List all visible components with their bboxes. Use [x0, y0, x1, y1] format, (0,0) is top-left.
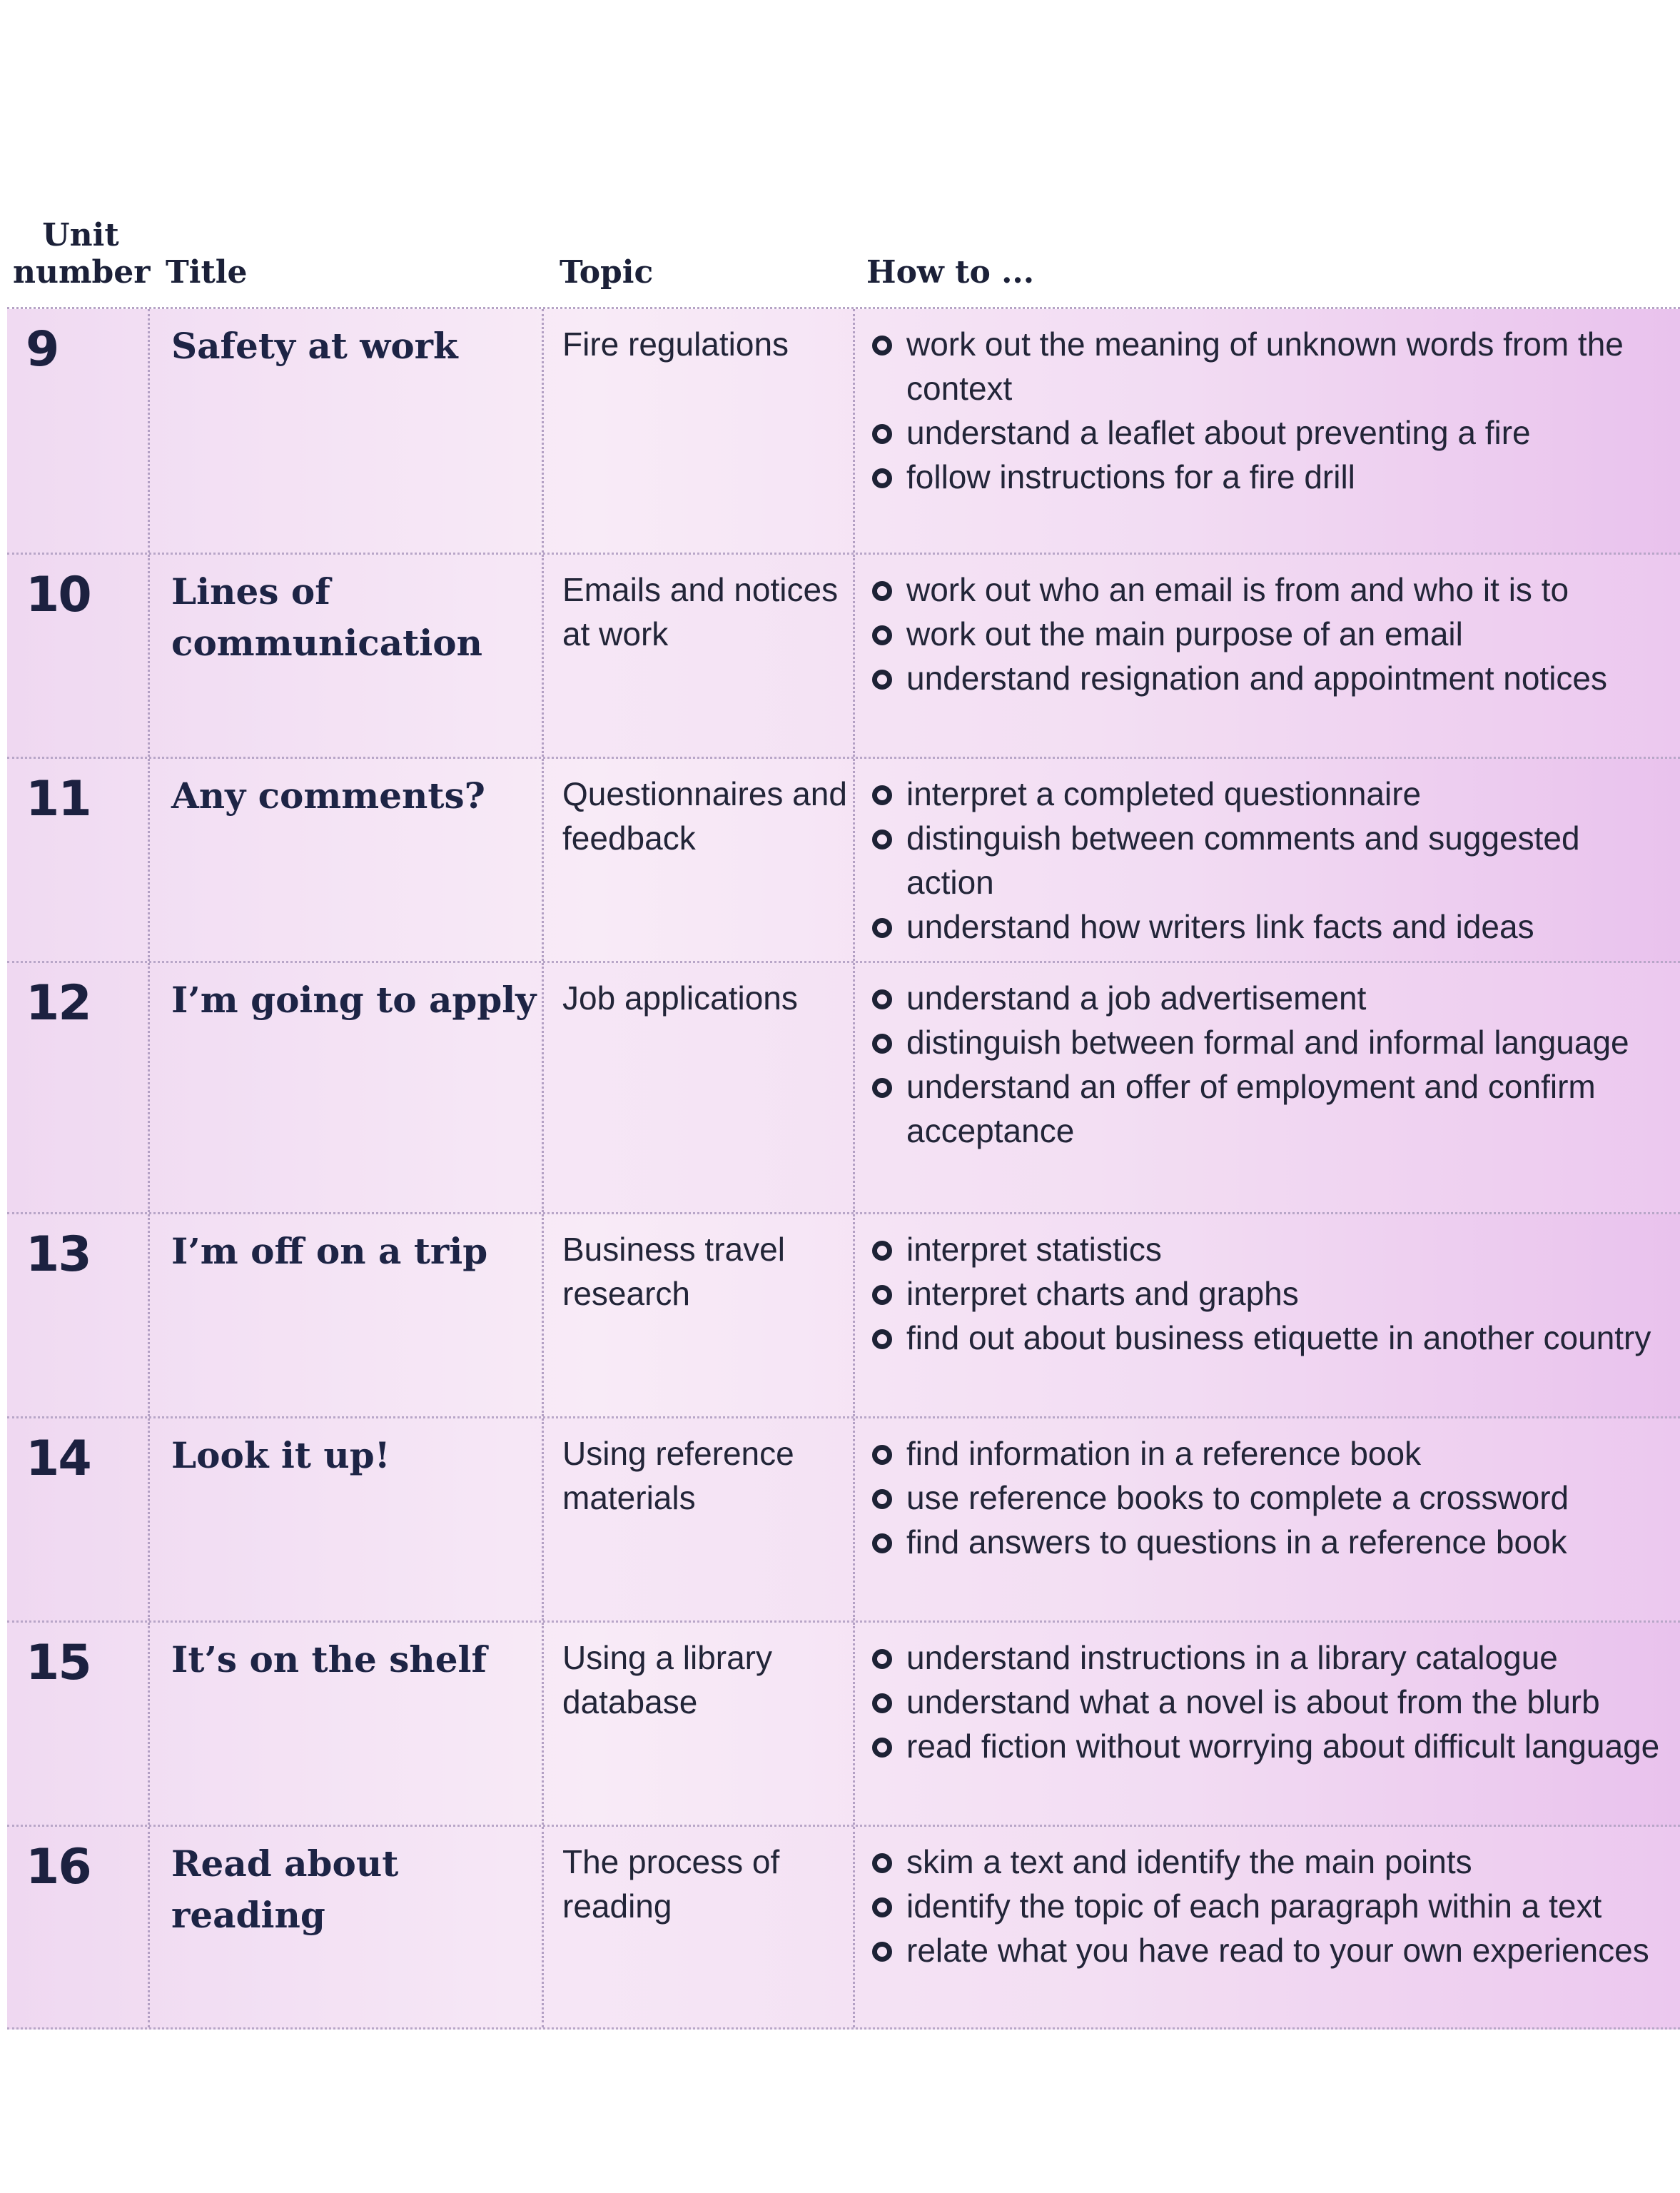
unit-topic: Fire regulations	[562, 326, 789, 363]
howto-text: use reference books to complete a crossword	[906, 1479, 1569, 1516]
list-item	[869, 568, 1673, 612]
howto-text: distinguish between comments and suggested action	[906, 820, 1580, 901]
list-item	[869, 816, 1673, 904]
unit-title-cell	[150, 1827, 544, 2027]
unit-topic: Using reference materials	[562, 1435, 794, 1516]
bullet-icon	[872, 670, 892, 690]
bullet-icon	[872, 1649, 892, 1669]
unit-topic: Questionnaires and feedback	[562, 775, 847, 857]
howto-text: interpret a completed questionnaire	[906, 775, 1422, 812]
bullet-icon	[872, 1693, 892, 1713]
list-item	[869, 1431, 1673, 1476]
bullet-icon	[872, 1897, 892, 1917]
unit-howto-cell	[855, 1623, 1680, 1825]
list-item	[869, 1884, 1673, 1928]
unit-howto-cell	[855, 555, 1680, 757]
bullet-icon	[872, 785, 892, 805]
howto-list	[869, 1635, 1673, 1768]
unit-number: 13	[26, 1226, 91, 1283]
header-topic: Topic	[560, 254, 654, 291]
unit-howto-cell	[855, 759, 1680, 961]
unit-topic-cell	[544, 1827, 855, 2027]
unit-howto-cell	[855, 963, 1680, 1212]
unit-number-cell	[7, 1623, 150, 1825]
unit-topic-cell	[544, 1214, 855, 1416]
list-item	[869, 1928, 1673, 1972]
unit-title-cell	[150, 759, 544, 961]
unit-number-cell	[7, 1827, 150, 2027]
bullet-icon	[872, 1489, 892, 1509]
howto-text: understand what a novel is about from the blurb	[906, 1683, 1600, 1720]
bullet-icon	[872, 424, 892, 444]
list-item	[869, 1840, 1673, 1884]
howto-list	[869, 568, 1673, 700]
unit-title-cell	[150, 1418, 544, 1620]
unit-topic-cell	[544, 555, 855, 757]
howto-text: interpret charts and graphs	[906, 1275, 1299, 1312]
unit-number-cell	[7, 555, 150, 757]
unit-howto-cell	[855, 309, 1680, 553]
howto-text: relate what you have read to your own experiences	[906, 1932, 1649, 1969]
unit-howto-cell	[855, 1418, 1680, 1620]
unit-title: Safety at work	[171, 325, 458, 367]
howto-text: understand a job advertisement	[906, 979, 1367, 1017]
table-row	[7, 1827, 1680, 2030]
howto-text: understand a leaflet about preventing a fire	[906, 414, 1531, 451]
bullet-icon	[872, 830, 892, 850]
table-row	[7, 1418, 1680, 1623]
unit-topic-cell	[544, 963, 855, 1212]
list-item	[869, 1520, 1673, 1564]
unit-topic: Job applications	[562, 979, 798, 1017]
bullet-icon	[872, 1329, 892, 1349]
header-unit-number	[13, 217, 151, 291]
unit-number: 16	[26, 1839, 91, 1895]
bullet-icon	[872, 1034, 892, 1054]
unit-topic-cell	[544, 759, 855, 961]
howto-list	[869, 1840, 1673, 1972]
bullet-icon	[872, 989, 892, 1009]
howto-text: understand instructions in a library catalogue	[906, 1639, 1558, 1676]
table-header	[0, 214, 1680, 307]
howto-text: interpret statistics	[906, 1231, 1162, 1268]
howto-text: work out who an email is from and who it is to	[906, 571, 1569, 608]
unit-topic: The process of reading	[562, 1843, 780, 1925]
table-row	[7, 759, 1680, 963]
list-item	[869, 1316, 1673, 1360]
list-item	[869, 772, 1673, 816]
howto-text: find information in a reference book	[906, 1435, 1422, 1472]
list-item	[869, 904, 1673, 949]
list-item	[869, 455, 1673, 499]
unit-topic: Business travel research	[562, 1231, 785, 1312]
table-row	[7, 963, 1680, 1214]
howto-list	[869, 1431, 1673, 1564]
unit-title: Lines of communication	[171, 570, 482, 664]
howto-text: distinguish between formal and informal language	[906, 1024, 1629, 1061]
bullet-icon	[872, 336, 892, 356]
header-unit-line2: number	[13, 254, 151, 291]
unit-title: Read about reading	[171, 1842, 399, 1936]
list-item	[869, 1227, 1673, 1271]
unit-title: Any comments?	[171, 775, 485, 817]
unit-topic-cell	[544, 1623, 855, 1825]
howto-text: understand an offer of employment and confirm acceptance	[906, 1068, 1596, 1149]
howto-text: follow instructions for a fire drill	[906, 458, 1355, 495]
howto-text: understand how writers link facts and ideas	[906, 908, 1534, 945]
table-row	[7, 555, 1680, 759]
header-title: Title	[166, 254, 248, 291]
unit-number-cell	[7, 963, 150, 1212]
unit-title-cell	[150, 1214, 544, 1416]
unit-title-cell	[150, 1623, 544, 1825]
unit-howto-cell	[855, 1827, 1680, 2027]
list-item	[869, 1020, 1673, 1064]
bullet-icon	[872, 1078, 892, 1098]
howto-list	[869, 322, 1673, 499]
unit-topic: Emails and notices at work	[562, 571, 839, 652]
unit-title-cell	[150, 963, 544, 1212]
howto-text: work out the meaning of unknown words from the context	[906, 326, 1624, 407]
bullet-icon	[872, 918, 892, 938]
bullet-icon	[872, 468, 892, 488]
list-item	[869, 1064, 1673, 1153]
howto-text: find out about business etiquette in another country	[906, 1319, 1651, 1356]
howto-text: understand resignation and appointment notices	[906, 660, 1608, 697]
unit-number: 9	[26, 321, 59, 378]
howto-list	[869, 976, 1673, 1153]
bullet-icon	[872, 1738, 892, 1758]
howto-text: identify the topic of each paragraph within a text	[906, 1887, 1602, 1925]
unit-number-cell	[7, 309, 150, 553]
bullet-icon	[872, 1942, 892, 1962]
list-item	[869, 410, 1673, 455]
unit-topic-cell	[544, 1418, 855, 1620]
unit-number-cell	[7, 1418, 150, 1620]
bullet-icon	[872, 1533, 892, 1553]
list-item	[869, 1271, 1673, 1316]
howto-text: skim a text and identify the main points	[906, 1843, 1472, 1880]
unit-title: I’m off on a trip	[171, 1230, 488, 1272]
howto-list	[869, 772, 1673, 949]
bullet-icon	[872, 625, 892, 645]
bullet-icon	[872, 581, 892, 601]
table-row	[7, 1214, 1680, 1418]
unit-howto-cell	[855, 1214, 1680, 1416]
howto-text: find answers to questions in a reference book	[906, 1523, 1567, 1561]
list-item	[869, 1635, 1673, 1680]
list-item	[869, 976, 1673, 1020]
unit-number: 10	[26, 567, 91, 623]
list-item	[869, 656, 1673, 700]
unit-number-cell	[7, 1214, 150, 1416]
list-item	[869, 1724, 1673, 1768]
bullet-icon	[872, 1445, 892, 1465]
unit-number: 12	[26, 975, 91, 1032]
bullet-icon	[872, 1853, 892, 1873]
howto-list	[869, 1227, 1673, 1360]
list-item	[869, 1476, 1673, 1520]
table-row	[7, 309, 1680, 555]
unit-title-cell	[150, 309, 544, 553]
unit-title-cell	[150, 555, 544, 757]
table-row	[7, 1623, 1680, 1827]
unit-number: 15	[26, 1635, 91, 1691]
unit-number-cell	[7, 759, 150, 961]
unit-title: I’m going to apply	[171, 979, 537, 1021]
list-item	[869, 1680, 1673, 1724]
howto-text: read fiction without worrying about difficult language	[906, 1728, 1660, 1765]
list-item	[869, 322, 1673, 410]
header-unit-line1: Unit	[42, 217, 119, 253]
units-table	[7, 307, 1680, 2030]
unit-number: 11	[26, 771, 91, 827]
unit-number: 14	[26, 1431, 91, 1487]
list-item	[869, 612, 1673, 656]
unit-title: Look it up!	[171, 1434, 390, 1476]
header-how-to: How to ...	[866, 254, 1035, 291]
unit-title: It’s on the shelf	[171, 1638, 487, 1680]
bullet-icon	[872, 1241, 892, 1261]
bullet-icon	[872, 1285, 892, 1305]
unit-topic-cell	[544, 309, 855, 553]
howto-text: work out the main purpose of an email	[906, 615, 1463, 652]
unit-topic: Using a library database	[562, 1639, 772, 1720]
